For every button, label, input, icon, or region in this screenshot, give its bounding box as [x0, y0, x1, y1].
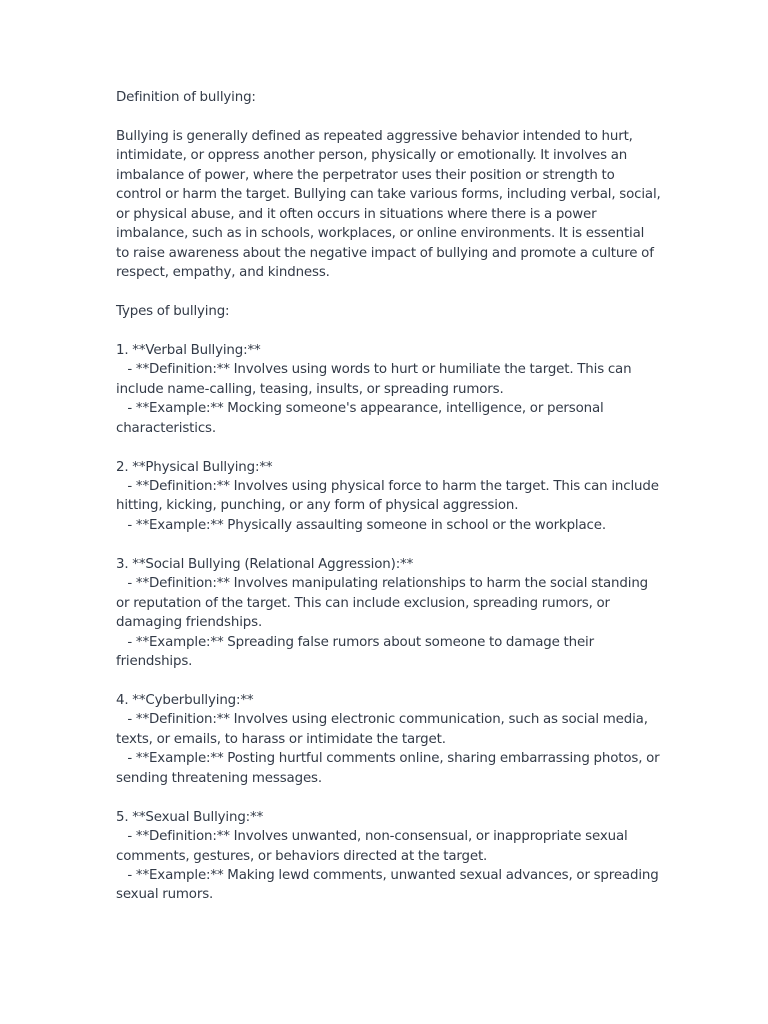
- bullying-type-sexual: [116, 808, 661, 905]
- type-definition: - **Definition:** Involves manipulating relationships to harm the social standing or reputation of the target. This can include exclusion, spreading rumors, or damaging friendships.: [116, 576, 652, 631]
- bullying-type-physical: [116, 458, 661, 536]
- definition-heading: Definition of bullying:: [116, 90, 256, 105]
- bullying-type-verbal: [116, 341, 661, 438]
- bullying-type-social: [116, 555, 661, 672]
- type-title: 2. **Physical Bullying:**: [116, 459, 273, 475]
- type-title: 1. **Verbal Bullying:**: [116, 342, 261, 358]
- definition-paragraph: Bullying is generally defined as repeated aggressive behavior intended to hurt, intimidate, or oppress another person, physically or emotionally. It involves an imbalance of power, where the perpetrator uses their position or strength to control or harm the target. Bullying can take various forms, including verbal, social, or physical abuse, and it often occurs in situations where there is a power imbalance, such as in schools, workplaces, or online environments. It is essential to raise awareness about the negative impact of bullying and promote a culture of respect, empathy, and kindness.: [116, 128, 665, 281]
- type-example: - **Example:** Spreading false rumors about someone to damage their friendships.: [116, 634, 598, 670]
- type-definition: - **Definition:** Involves using electronic communication, such as social media, texts, or emails, to harass or intimidate the target.: [116, 712, 652, 747]
- document-page: [116, 88, 665, 924]
- type-title: 3. **Social Bullying (Relational Aggression):**: [116, 556, 414, 572]
- type-example: - **Example:** Mocking someone's appearance, intelligence, or personal characteristics.: [116, 401, 608, 436]
- type-definition: - **Definition:** Involves unwanted, non-consensual, or inappropriate sexual comments, gestures, or behaviors directed at the target.: [116, 829, 632, 864]
- type-definition: - **Definition:** Involves using words to hurt or humiliate the target. This can include name-calling, teasing, insults, or spreading rumors.: [116, 362, 636, 397]
- types-heading: Types of bullying:: [116, 303, 230, 319]
- type-title: 4. **Cyberbullying:**: [116, 692, 254, 708]
- type-definition: - **Definition:** Involves using physical force to harm the target. This can include hitting, kicking, punching, or any form of physical aggression.: [116, 479, 663, 514]
- type-example: - **Example:** Physically assaulting someone in school or the workplace.: [116, 517, 606, 533]
- bullying-type-cyber: [116, 691, 664, 788]
- type-title: 5. **Sexual Bullying:**: [116, 809, 264, 825]
- type-example: - **Example:** Making lewd comments, unwanted sexual advances, or spreading sexual rumors.: [116, 868, 663, 903]
- type-example: - **Example:** Posting hurtful comments online, sharing embarrassing photos, or sending threatening messages.: [116, 751, 664, 786]
